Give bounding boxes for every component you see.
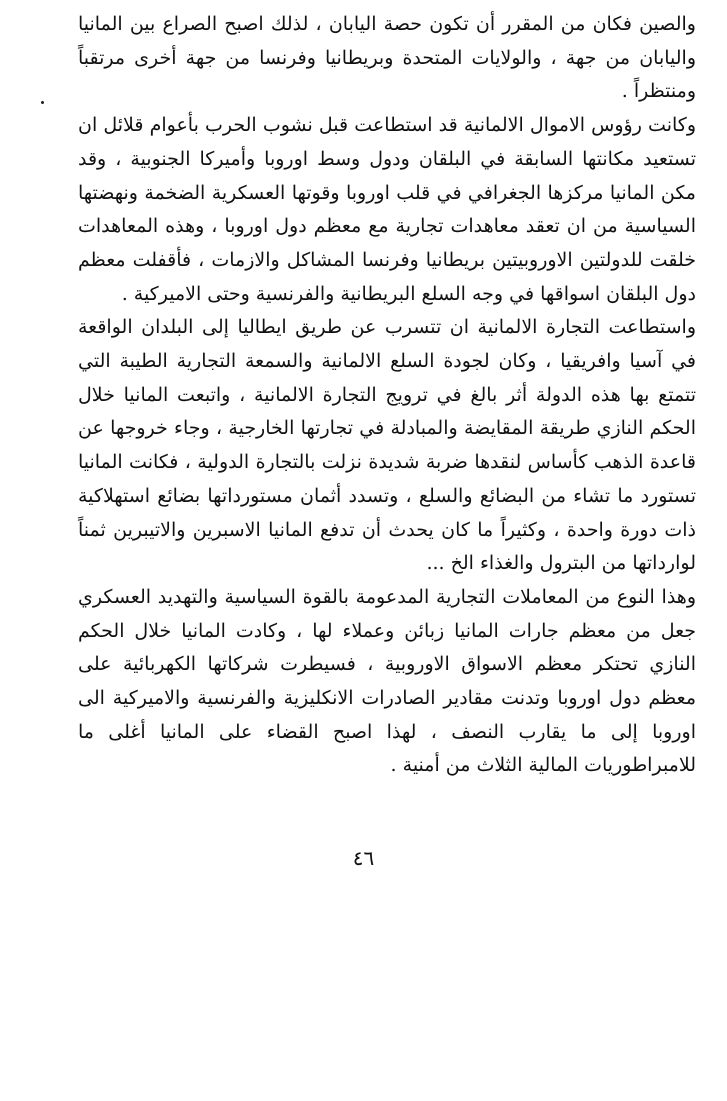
paragraph-3: واستطاعت التجارة الالمانية ان تتسرب عن طريق ايطاليا إلى البلدان الواقعة في آسيا وافريقيا ، وكان لجودة السلع الالمانية والسمعة التجارية الطيبة التي تتمتع بها هذه الدولة أثر بالغ في ترويج التجارة الالمانية ، واتبعت المانيا خلال الحكم النازي طريقة المقايضة والمبادلة في تجارتها الخارجية ، وجاء خروجها عن قاعدة الذهب كأساس لنقدها ضربة شديدة نزلت بالتجارة الدولية ، فكانت المانيا تستورد ما تشاء من البضائع والسلع ، وتسدد أثمان مستورداتها بضائع استهلاكية ذات دورة واحدة ، وكثيراً ما كان يحدث أن تدفع المانيا الاسبرين والاتيبرين ثمناً لوارداتها من البترول والغذاء الخ ... <box>78 316 696 575</box>
paragraph-4: وهذا النوع من المعاملات التجارية المدعومة بالقوة السياسية والتهديد العسكري جعل من معظم جارات المانيا زبائن وعملاء لها ، وكادت المانيا خلال الحكم النازي تحتكر معظم الاسواق الاوروبية ، فسيطرت شركاتها الكهربائية على معظم دول اوروبا وتدنت مقادير الصادرات الانكليزية والفرنسية والاميركية الى اوروبا إلى ما يقارب النصف ، لهذا اصبح القضاء على المانيا أغلى ما للامبراطوريات المالية الثلاث من أمنية . <box>78 585 696 777</box>
body-text <box>78 8 696 783</box>
paragraph-1: والصين فكان من المقرر أن تكون حصة اليابان ، لذلك اصبح الصراع بين المانيا واليابان من جهة ، والولايات المتحدة وبريطانيا وفرنسا من جهة أخرى مرتقباً ومنتظراً . <box>78 13 696 103</box>
page-number: ٤٦ <box>352 846 375 870</box>
paragraph-2: وكانت رؤوس الاموال الالمانية قد استطاعت قبل نشوب الحرب بأعوام قلائل ان تستعيد مكانتها السابقة في البلقان ودول وسط اوروبا وأميركا الجنوبية ، وقد مكن المانيا مركزها الجغرافي في قلب اوروبا وقوتها العسكرية الضخمة ونهضتها السياسية من ان تعقد معاهدات تجارية مع معظم دول اوروبا ، وهذه المعاهدات خلقت للدولتين الاوروبيتين بريطانيا وفرنسا المشاكل والازمات ، فأقفلت معظم دول البلقان اسواقها في وجه السلع البريطانية والفرنسية وحتى الاميركية . <box>78 114 696 305</box>
scan-speck <box>41 101 44 104</box>
